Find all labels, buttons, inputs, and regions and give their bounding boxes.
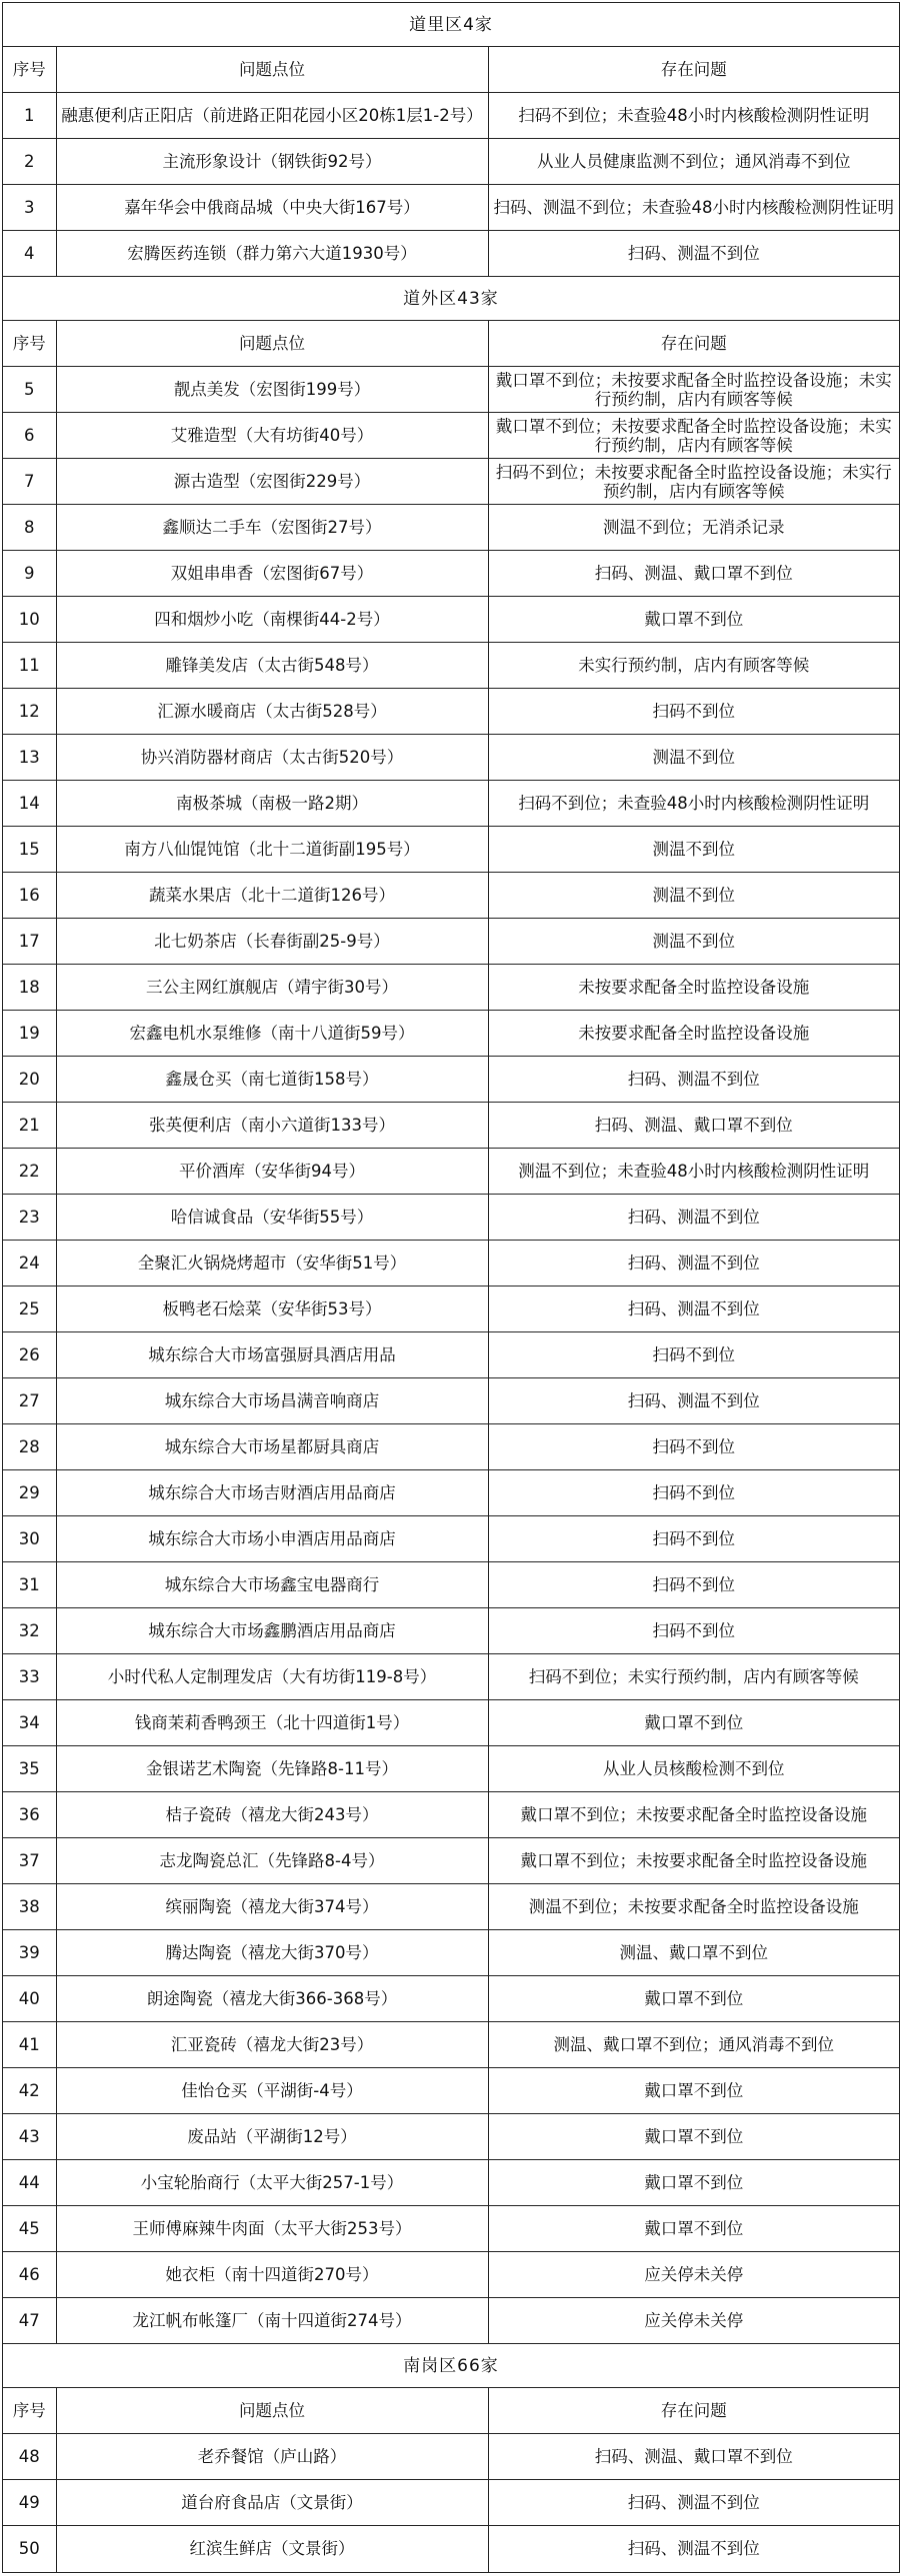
row-number: 40 xyxy=(3,1976,56,2022)
table-row xyxy=(3,1700,899,1746)
row-place: 城东综合大市场鑫鹏酒店用品商店 xyxy=(56,1608,488,1654)
row-number: 38 xyxy=(3,1884,56,1930)
table-row xyxy=(3,1103,899,1149)
row-issue: 戴口罩不到位 xyxy=(488,2114,899,2160)
row-issue: 测温不到位；未查验48小时内核酸检测阴性证明 xyxy=(488,1149,899,1195)
row-place: 佳怡仓买（平湖街-4号） xyxy=(56,2068,488,2114)
row-issue: 扫码不到位 xyxy=(488,1516,899,1562)
row-number: 14 xyxy=(3,781,56,827)
row-place: 源古造型（宏图街229号） xyxy=(56,459,488,505)
section-title: 道里区4家 xyxy=(3,3,899,47)
table-row xyxy=(3,1378,899,1424)
row-issue: 扫码不到位 xyxy=(488,1608,899,1654)
row-place: 靓点美发（宏图街199号） xyxy=(56,367,488,413)
row-issue: 戴口罩不到位 xyxy=(488,1976,899,2022)
row-number: 32 xyxy=(3,1608,56,1654)
table-row xyxy=(3,1516,899,1562)
table-row xyxy=(3,1608,899,1654)
row-place: 钱商茉莉香鸭颈王（北十四道街1号） xyxy=(56,1700,488,1746)
row-place: 龙江帆布帐篷厂（南十四道街274号） xyxy=(56,2298,488,2344)
row-issue: 测温不到位 xyxy=(488,827,899,873)
row-number: 17 xyxy=(3,919,56,965)
row-place: 平价酒库（安华街94号） xyxy=(56,1149,488,1195)
header-issue: 存在问题 xyxy=(488,321,899,367)
row-issue: 扫码、测温不到位；未查验48小时内核酸检测阴性证明 xyxy=(488,185,899,231)
row-place: 小宝轮胎商行（太平大街257-1号） xyxy=(56,2160,488,2206)
table-row xyxy=(3,231,899,277)
row-place: 宏腾医药连锁（群力第六大道1930号） xyxy=(56,231,488,277)
table-row xyxy=(3,505,899,551)
table-row xyxy=(3,735,899,781)
row-number: 46 xyxy=(3,2252,56,2298)
table-row xyxy=(3,1332,899,1378)
header-row xyxy=(3,47,899,93)
row-place: 汇亚瓷砖（禧龙大街23号） xyxy=(56,2022,488,2068)
table-row xyxy=(3,2206,899,2252)
table-row xyxy=(3,1930,899,1976)
row-place: 北七奶茶店（长春街副25-9号） xyxy=(56,919,488,965)
table-row xyxy=(3,1241,899,1287)
row-number: 20 xyxy=(3,1057,56,1103)
row-place: 王师傅麻辣牛肉面（太平大街253号） xyxy=(56,2206,488,2252)
row-number: 25 xyxy=(3,1287,56,1332)
section-title: 道外区43家 xyxy=(3,277,899,321)
row-number: 1 xyxy=(3,93,56,139)
table-row xyxy=(3,2114,899,2160)
row-number: 18 xyxy=(3,965,56,1011)
row-issue: 扫码不到位 xyxy=(488,1470,899,1516)
row-number: 27 xyxy=(3,1378,56,1424)
row-number: 43 xyxy=(3,2114,56,2160)
row-number: 48 xyxy=(3,2434,56,2480)
table-row xyxy=(3,2068,899,2114)
table-row xyxy=(3,597,899,643)
row-place: 汇源水暖商店（太古街528号） xyxy=(56,689,488,735)
header-no: 序号 xyxy=(3,321,56,367)
row-issue: 戴口罩不到位 xyxy=(488,2206,899,2252)
table-row xyxy=(3,2434,899,2480)
inspection-table xyxy=(2,2,900,2573)
row-issue: 戴口罩不到位；未按要求配备全时监控设备设施 xyxy=(488,1838,899,1884)
row-issue: 从业人员健康监测不到位；通风消毒不到位 xyxy=(488,139,899,185)
row-place: 雕锋美发店（太古街548号） xyxy=(56,643,488,689)
row-place: 城东综合大市场星都厨具商店 xyxy=(56,1424,488,1470)
row-place: 四和烟炒小吃（南棵街44-2号） xyxy=(56,597,488,643)
table-row xyxy=(3,1195,899,1241)
row-number: 41 xyxy=(3,2022,56,2068)
header-row xyxy=(3,2388,899,2434)
row-number: 11 xyxy=(3,643,56,689)
header-place: 问题点位 xyxy=(56,321,488,367)
row-place: 城东综合大市场小申酒店用品商店 xyxy=(56,1516,488,1562)
row-place: 朗途陶瓷（禧龙大街366-368号） xyxy=(56,1976,488,2022)
table-row xyxy=(3,2526,899,2572)
table-row xyxy=(3,1838,899,1884)
section-title-row xyxy=(3,2344,899,2388)
row-number: 34 xyxy=(3,1700,56,1746)
row-issue: 扫码不到位 xyxy=(488,1562,899,1608)
table-row xyxy=(3,827,899,873)
row-issue: 戴口罩不到位；未按要求配备全时监控设备设施；未实行预约制，店内有顾客等候 xyxy=(488,413,899,459)
row-number: 45 xyxy=(3,2206,56,2252)
table-row xyxy=(3,139,899,185)
row-issue: 戴口罩不到位 xyxy=(488,2068,899,2114)
row-number: 31 xyxy=(3,1562,56,1608)
row-number: 6 xyxy=(3,413,56,459)
row-place: 城东综合大市场吉财酒店用品商店 xyxy=(56,1470,488,1516)
table-row xyxy=(3,643,899,689)
table-row xyxy=(3,2298,899,2344)
row-number: 3 xyxy=(3,185,56,231)
row-issue: 扫码、测温不到位 xyxy=(488,1378,899,1424)
row-issue: 扫码、测温不到位 xyxy=(488,231,899,277)
row-place: 主流形象设计（钢铁街92号） xyxy=(56,139,488,185)
row-place: 张英便利店（南小六道街133号） xyxy=(56,1103,488,1149)
row-number: 22 xyxy=(3,1149,56,1195)
row-place: 废品站（平湖街12号） xyxy=(56,2114,488,2160)
row-place: 缤丽陶瓷（禧龙大街374号） xyxy=(56,1884,488,1930)
row-issue: 测温不到位 xyxy=(488,919,899,965)
row-number: 35 xyxy=(3,1746,56,1792)
row-place: 桔子瓷砖（禧龙大街243号） xyxy=(56,1792,488,1838)
row-number: 13 xyxy=(3,735,56,781)
table-row xyxy=(3,1976,899,2022)
row-issue: 测温、戴口罩不到位 xyxy=(488,1930,899,1976)
table-row xyxy=(3,1884,899,1930)
table-row xyxy=(3,413,899,459)
row-number: 15 xyxy=(3,827,56,873)
table-row xyxy=(3,1792,899,1838)
table-row xyxy=(3,2160,899,2206)
table-row xyxy=(3,873,899,919)
table-row xyxy=(3,185,899,231)
row-issue: 戴口罩不到位 xyxy=(488,1700,899,1746)
row-issue: 扫码不到位 xyxy=(488,1424,899,1470)
row-place: 协兴消防器材商店（太古街520号） xyxy=(56,735,488,781)
row-number: 28 xyxy=(3,1424,56,1470)
row-place: 志龙陶瓷总汇（先锋路8-4号） xyxy=(56,1838,488,1884)
row-issue: 从业人员核酸检测不到位 xyxy=(488,1746,899,1792)
row-issue: 扫码、测温、戴口罩不到位 xyxy=(488,1103,899,1149)
section-title: 南岗区66家 xyxy=(3,2344,899,2388)
row-issue: 扫码不到位；未查验48小时内核酸检测阴性证明 xyxy=(488,93,899,139)
row-place: 金银诺艺术陶瓷（先锋路8-11号） xyxy=(56,1746,488,1792)
table-row xyxy=(3,1562,899,1608)
header-no: 序号 xyxy=(3,2388,56,2434)
section-title-row xyxy=(3,3,899,47)
header-place: 问题点位 xyxy=(56,47,488,93)
row-number: 5 xyxy=(3,367,56,413)
table-row xyxy=(3,1470,899,1516)
header-issue: 存在问题 xyxy=(488,47,899,93)
row-issue: 戴口罩不到位 xyxy=(488,597,899,643)
table-row xyxy=(3,459,899,505)
row-issue: 扫码、测温不到位 xyxy=(488,1195,899,1241)
row-issue: 扫码、测温不到位 xyxy=(488,2480,899,2526)
row-issue: 测温、戴口罩不到位；通风消毒不到位 xyxy=(488,2022,899,2068)
row-issue: 扫码、测温不到位 xyxy=(488,1287,899,1332)
section-title-row xyxy=(3,277,899,321)
table-row xyxy=(3,1654,899,1700)
row-place: 蔬菜水果店（北十二道街126号） xyxy=(56,873,488,919)
row-issue: 未按要求配备全时监控设备设施 xyxy=(488,965,899,1011)
table-row xyxy=(3,1746,899,1792)
table-row xyxy=(3,551,899,597)
row-number: 33 xyxy=(3,1654,56,1700)
table-row xyxy=(3,2022,899,2068)
row-number: 39 xyxy=(3,1930,56,1976)
table-body xyxy=(3,3,899,2572)
header-issue: 存在问题 xyxy=(488,2388,899,2434)
row-number: 2 xyxy=(3,139,56,185)
row-place: 红滨生鲜店（文景街） xyxy=(56,2526,488,2572)
row-place: 老乔餐馆（庐山路） xyxy=(56,2434,488,2480)
table-row xyxy=(3,1149,899,1195)
row-place: 融惠便利店正阳店（前进路正阳花园小区20栋1层1-2号） xyxy=(56,93,488,139)
row-number: 23 xyxy=(3,1195,56,1241)
row-number: 49 xyxy=(3,2480,56,2526)
row-issue: 扫码不到位；未实行预约制，店内有顾客等候 xyxy=(488,1654,899,1700)
row-issue: 扫码、测温、戴口罩不到位 xyxy=(488,2434,899,2480)
row-issue: 扫码、测温、戴口罩不到位 xyxy=(488,551,899,597)
table-row xyxy=(3,367,899,413)
row-issue: 扫码、测温不到位 xyxy=(488,1241,899,1287)
table-row xyxy=(3,1287,899,1332)
table-row xyxy=(3,2480,899,2526)
row-issue: 应关停未关停 xyxy=(488,2252,899,2298)
row-number: 47 xyxy=(3,2298,56,2344)
row-issue: 未按要求配备全时监控设备设施 xyxy=(488,1011,899,1057)
row-number: 24 xyxy=(3,1241,56,1287)
row-place: 板鸭老石烩菜（安华街53号） xyxy=(56,1287,488,1332)
row-number: 8 xyxy=(3,505,56,551)
row-number: 21 xyxy=(3,1103,56,1149)
row-number: 26 xyxy=(3,1332,56,1378)
header-row xyxy=(3,321,899,367)
row-place: 艾雅造型（大有坊街40号） xyxy=(56,413,488,459)
row-place: 腾达陶瓷（禧龙大街370号） xyxy=(56,1930,488,1976)
row-place: 鑫顺达二手车（宏图街27号） xyxy=(56,505,488,551)
row-number: 44 xyxy=(3,2160,56,2206)
row-issue: 扫码不到位 xyxy=(488,1332,899,1378)
table-row xyxy=(3,919,899,965)
row-issue: 扫码不到位；未按要求配备全时监控设备设施；未实行预约制，店内有顾客等候 xyxy=(488,459,899,505)
row-place: 南极茶城（南极一路2期） xyxy=(56,781,488,827)
table-row xyxy=(3,781,899,827)
row-number: 37 xyxy=(3,1838,56,1884)
header-place: 问题点位 xyxy=(56,2388,488,2434)
row-place: 城东综合大市场富强厨具酒店用品 xyxy=(56,1332,488,1378)
row-issue: 测温不到位 xyxy=(488,735,899,781)
row-place: 哈信诚食品（安华街55号） xyxy=(56,1195,488,1241)
row-place: 三公主网红旗舰店（靖宇街30号） xyxy=(56,965,488,1011)
row-number: 4 xyxy=(3,231,56,277)
row-number: 30 xyxy=(3,1516,56,1562)
row-issue: 戴口罩不到位；未按要求配备全时监控设备设施 xyxy=(488,1792,899,1838)
table-row xyxy=(3,1057,899,1103)
row-place: 全聚汇火锅烧烤超市（安华街51号） xyxy=(56,1241,488,1287)
row-number: 19 xyxy=(3,1011,56,1057)
row-issue: 测温不到位；未按要求配备全时监控设备设施 xyxy=(488,1884,899,1930)
row-number: 50 xyxy=(3,2526,56,2572)
row-number: 10 xyxy=(3,597,56,643)
table-row xyxy=(3,2252,899,2298)
row-number: 9 xyxy=(3,551,56,597)
row-number: 36 xyxy=(3,1792,56,1838)
row-issue: 测温不到位 xyxy=(488,873,899,919)
row-issue: 戴口罩不到位 xyxy=(488,2160,899,2206)
row-place: 鑫晟仓买（南七道街158号） xyxy=(56,1057,488,1103)
row-issue: 扫码不到位 xyxy=(488,689,899,735)
row-number: 16 xyxy=(3,873,56,919)
row-issue: 未实行预约制，店内有顾客等候 xyxy=(488,643,899,689)
row-place: 城东综合大市场昌满音响商店 xyxy=(56,1378,488,1424)
row-issue: 测温不到位；无消杀记录 xyxy=(488,505,899,551)
row-number: 29 xyxy=(3,1470,56,1516)
row-number: 12 xyxy=(3,689,56,735)
header-no: 序号 xyxy=(3,47,56,93)
row-place: 宏鑫电机水泵维修（南十八道街59号） xyxy=(56,1011,488,1057)
row-place: 南方八仙馄饨馆（北十二道街副195号） xyxy=(56,827,488,873)
row-issue: 扫码、测温不到位 xyxy=(488,1057,899,1103)
row-place: 双姐串串香（宏图街67号） xyxy=(56,551,488,597)
row-place: 城东综合大市场鑫宝电器商行 xyxy=(56,1562,488,1608)
table-row xyxy=(3,93,899,139)
table-row xyxy=(3,689,899,735)
table-row xyxy=(3,1424,899,1470)
table-row xyxy=(3,1011,899,1057)
row-issue: 戴口罩不到位；未按要求配备全时监控设备设施；未实行预约制，店内有顾客等候 xyxy=(488,367,899,413)
row-issue: 扫码不到位；未查验48小时内核酸检测阴性证明 xyxy=(488,781,899,827)
row-place: 嘉年华会中俄商品城（中央大街167号） xyxy=(56,185,488,231)
row-place: 小时代私人定制理发店（大有坊街119-8号） xyxy=(56,1654,488,1700)
row-number: 7 xyxy=(3,459,56,505)
table-row xyxy=(3,965,899,1011)
row-place: 她衣柜（南十四道街270号） xyxy=(56,2252,488,2298)
row-number: 42 xyxy=(3,2068,56,2114)
row-issue: 应关停未关停 xyxy=(488,2298,899,2344)
row-issue: 扫码、测温不到位 xyxy=(488,2526,899,2572)
row-place: 道台府食品店（文景街） xyxy=(56,2480,488,2526)
